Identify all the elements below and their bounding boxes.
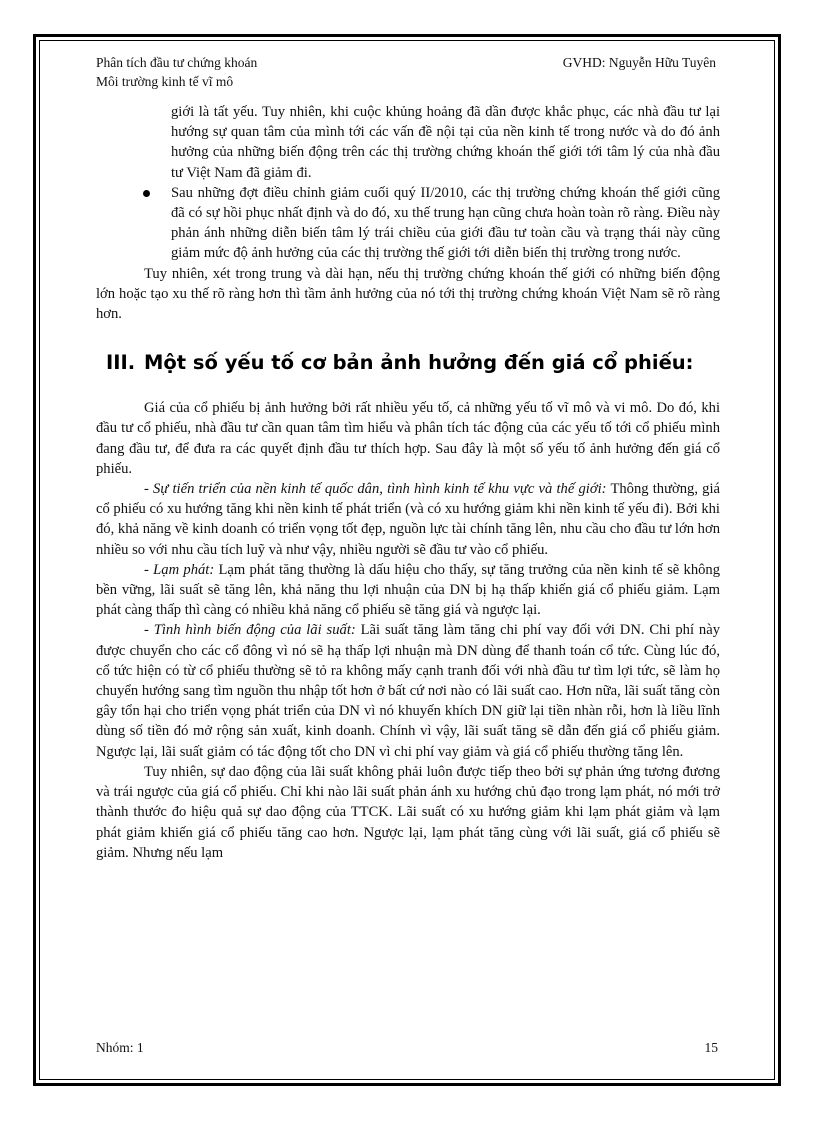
paragraph-last: Tuy nhiên, sự dao động của lãi suất không phải luôn được tiếp theo bởi sự phản ứng tương đương và trái ngược của giá cổ phiếu. Chỉ khi nào lãi suất phản ánh xu hướng chủ đạo trong lạm phát, nó mới trở thành thước đo hiệu quả sự dao động của TTCK. Lãi suất có xu hướng giảm khi lạm phát giảm và lạm phát giảm khiến giá cổ phiếu tăng cao hơn. Ngược lại, lạm phát tăng cùng với lãi suất, giá cổ phiếu sẽ giảm. Nhưng nếu lạm [96, 763, 720, 861]
bullet-list [96, 102, 720, 264]
header-course-title: Phân tích đầu tư chứng khoán [96, 55, 258, 70]
section-heading [106, 350, 720, 376]
header-instructor: GVHD: Nguyễn Hữu Tuyên [562, 55, 716, 70]
footer-group: Nhóm: 1 [96, 1040, 144, 1055]
factor-inflation-text: Lạm phát tăng thường là dấu hiệu cho thấy, sự tăng trưởng của nền kinh tế sẽ không bền vững, lãi suất sẽ tăng lên, khả năng thu lợi nhuận của DN bị hạ thấp khiến giá cổ phiếu giảm. Lạm phát càng thấp thì càng có nhiều khả năng cổ phiếu sẽ tăng giá và ngược lại. [96, 561, 721, 619]
header-topic: Môi trường kinh tế vĩ mô [96, 74, 234, 89]
factor-inflation-label: - Lạm phát: [144, 561, 215, 578]
factor-interest-rate-label: - Tình hình biến động của lãi suất: [144, 622, 356, 639]
factor-inflation [96, 560, 720, 621]
paragraph-however: Tuy nhiên, xét trong trung và dài hạn, nếu thị trường chứng khoán thế giới có những biến động lớn hoặc tạo xu thế rõ ràng hơn thì tầm ảnh hưởng của nó tới thị trường chứng khoán Việt Nam sẽ rõ ràng hơn. [96, 265, 720, 323]
factor-interest-rate [96, 620, 720, 761]
section-number: III. [106, 351, 136, 375]
factor-interest-rate-text: Lãi suất tăng làm tăng chi phí vay đối với DN. Chi phí này được chuyển cho các cổ đông vì nó sẽ hạ thấp lợi nhuận mà DN dùng để thanh toán cổ tức. Cùng lúc đó, cổ tức hiện có từ cổ phiếu thường sẽ tỏ ra không mấy cạnh tranh đối với nhà đầu tư tìm lợi tức, sẽ làm họ chuyển hướng sang tìm nguồn thu nhập tốt hơn ở bất cứ nơi nào có lãi suất cao. Hơn nữa, lãi suất tăng còn gây tổn hại cho triển vọng phát triển của DN vì nó khuyến khích DN giữ lại tiền nhàn rỗi, hơn là liều lĩnh dùng số tiền đó mở rộng sản xuất, kinh doanh. Chính vì vậy, lãi suất tăng sẽ dẫn đến giá cổ phiếu giảm. Ngược lại, lãi suất giảm có tác động tốt cho DN vì chi phí vay giảm và giá cổ phiếu thường tăng lên. [96, 622, 720, 760]
bullet-dot-icon [143, 190, 150, 197]
page-content [96, 102, 720, 863]
paragraph-intro: Giá của cổ phiếu bị ảnh hưởng bởi rất nhiều yếu tố, cả những yếu tố vĩ mô và vi mô. Do đó, khi đầu tư cổ phiếu, nhà đầu tư cần quan tâm tìm hiểu và phân tích tác động của các yếu tố tới cổ phiếu mình đang đầu tư, để đưa ra các quyết định đầu tư thích hợp. Sau đây là một số yếu tố ảnh hưởng đến giá cổ phiếu. [96, 400, 720, 477]
page-number: 15 [704, 1040, 718, 1055]
factor-economy [96, 479, 720, 560]
section-title: Một số yếu tố cơ bản ảnh hưởng đến giá cổ phiếu: [144, 351, 694, 375]
bullet-continuation: giới là tất yếu. Tuy nhiên, khi cuộc khủng hoảng đã dần được khắc phục, các nhà đầu tư lại hướng sự quan tâm của mình tới các vấn đề nội tại của nền kinh tế trong nước và do đó ảnh hưởng của những biến động trên các thị trường chứng khoán thế giới tới tâm lý của nhà đầu tư Việt Nam đã giảm đi. [171, 104, 720, 181]
factor-economy-text: Thông thường, giá cổ phiếu có xu hướng tăng khi nền kinh tế phát triển (và có xu hướng giảm khi nền kinh tế yếu đi). Bởi khi đó, khả năng về kinh doanh có triển vọng tốt đẹp, nguồn lực tài chính tăng lên, nhu cầu cho đầu tư lớn hơn nhiều so với nhu cầu tích luỹ và như vậy, nhiều người sẽ đầu tư vào cổ phiếu. [96, 481, 720, 558]
bullet-item [171, 183, 720, 264]
factor-economy-label: - Sự tiến triển của nền kinh tế quốc dân, tình hình kinh tế khu vực và thế giới: [144, 481, 607, 498]
bullet-text: Sau những đợt điều chỉnh giảm cuối quý II/2010, các thị trường chứng khoán thế giới cũng đã có sự hồi phục nhất định và do đó, xu thế trung hạn cũng chưa hoàn toàn rõ ràng. Điều này phản ánh những diễn biến tâm lý trái chiều của giới đầu tư toàn cầu và trạng thái này cũng giảm mức độ ảnh hưởng của các thị trường thế giới tới diễn biến thị trường trong nước. [171, 184, 720, 262]
header-left [96, 53, 257, 91]
